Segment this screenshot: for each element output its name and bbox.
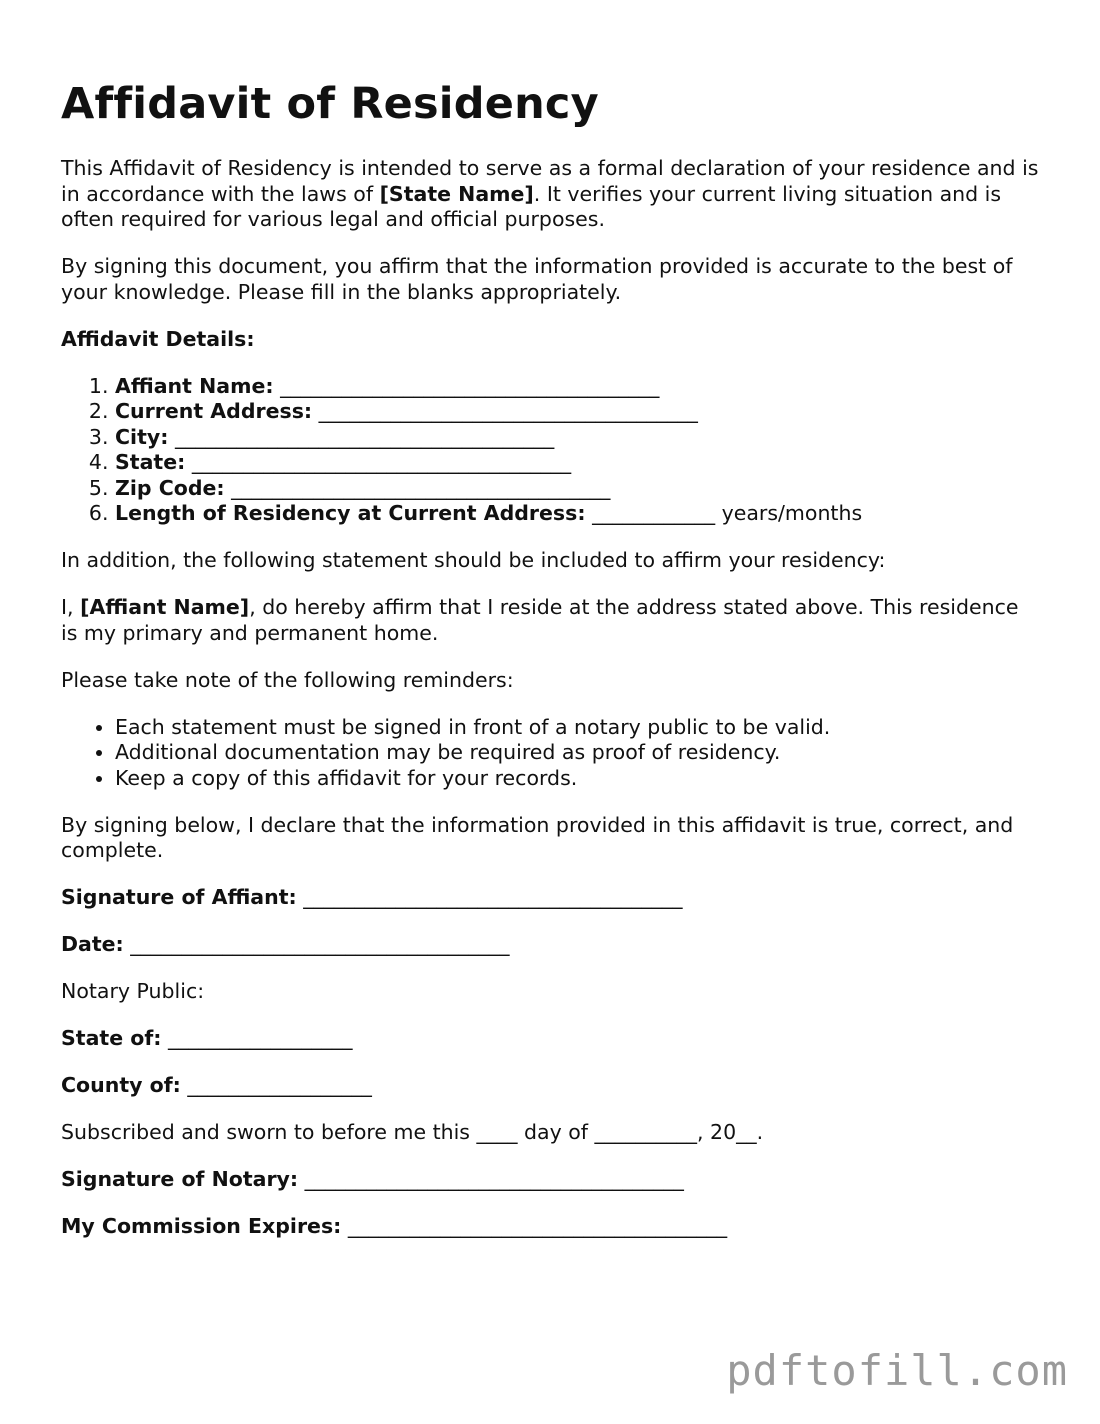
document-title: Affidavit of Residency: [61, 79, 599, 129]
reminder-item: • Each statement must be signed in front of a notary public to be valid.: [115, 715, 1041, 741]
detail-blank-affiant-name[interactable]: _____________________________________: [280, 373, 660, 398]
detail-label: City:: [115, 424, 169, 449]
date-label: Date:: [61, 932, 124, 956]
affirmation-text: , do hereby affirm that I reside at the address stated above. This residence is my primary and permanent home.: [61, 595, 1019, 645]
detail-city: [115, 425, 1041, 451]
commission-label: My Commission Expires:: [61, 1214, 342, 1238]
details-list: [61, 374, 1041, 527]
commission-blank[interactable]: _____________________________________: [347, 1214, 728, 1238]
date-line: [61, 932, 1041, 958]
reminder-item: • Keep a copy of this affidavit for your records.: [115, 766, 1041, 792]
detail-affiant-name: [115, 374, 1041, 400]
state-of-line: [61, 1026, 1041, 1052]
detail-current-address: [115, 399, 1041, 425]
signature-notary-label: Signature of Notary:: [61, 1167, 299, 1191]
county-of-blank[interactable]: __________________: [187, 1073, 372, 1097]
reminder-item: • Additional documentation may be required as proof of residency.: [115, 740, 1041, 766]
detail-blank-current-address[interactable]: _____________________________________: [318, 399, 698, 423]
county-of-line: [61, 1073, 1041, 1099]
detail-blank-state[interactable]: _____________________________________: [191, 450, 572, 474]
state-name-placeholder: [State Name]: [379, 181, 534, 206]
addition-statement: In addition, the following statement should be included to affirm your residency:: [61, 548, 886, 572]
reminders-list: [61, 715, 1041, 792]
details-heading: [61, 327, 1041, 353]
signature-notary-line: [61, 1167, 1041, 1193]
intro-paragraph: [61, 156, 1041, 233]
detail-zip-code: [115, 476, 1041, 502]
detail-label: Affiant Name:: [115, 373, 274, 398]
detail-blank-zip-code[interactable]: _____________________________________: [231, 475, 611, 500]
affirmation-prefix: I,: [61, 595, 81, 619]
instructions-paragraph: By signing this document, you affirm that the information provided is accurate to the best of your knowledge. Please fill in the blanks appropriately.: [61, 254, 1013, 304]
signature-affiant-line: [61, 885, 1041, 911]
county-of-label: County of:: [61, 1073, 181, 1097]
commission-line: [61, 1214, 1041, 1240]
detail-length-of-residency: [115, 501, 1041, 527]
sworn-statement: Subscribed and sworn to before me this ____ day of __________, 20__.: [61, 1120, 764, 1144]
affirmation-paragraph: [61, 595, 1041, 646]
detail-blank-city[interactable]: _____________________________________: [174, 424, 555, 449]
affiant-name-placeholder: [Affiant Name]: [80, 595, 250, 619]
detail-suffix: years/months: [721, 501, 863, 525]
signature-notary-blank[interactable]: _____________________________________: [304, 1167, 684, 1191]
state-of-label: State of:: [61, 1026, 162, 1050]
detail-label: Current Address:: [115, 399, 313, 423]
declaration-paragraph: By signing below, I declare that the information provided in this affidavit is true, correct, and complete.: [61, 812, 1014, 862]
date-blank[interactable]: _____________________________________: [130, 932, 510, 956]
notary-public-label: Notary Public:: [61, 979, 205, 1003]
intro-text-after: . It verifies your current living situation and is often required for various legal and official purposes.: [61, 181, 1002, 231]
detail-label: Zip Code:: [115, 475, 225, 500]
reminders-heading: Please take note of the following reminders:: [61, 667, 514, 692]
detail-blank-length[interactable]: ____________: [592, 501, 716, 525]
signature-affiant-label: Signature of Affiant:: [61, 885, 297, 909]
watermark: pdftofill.com: [726, 1346, 1068, 1395]
document-page: [61, 78, 1041, 1261]
detail-label: State:: [115, 450, 186, 474]
state-of-blank[interactable]: __________________: [167, 1026, 353, 1050]
intro-text-before: This Affidavit of Residency is intended to serve as a formal declaration of your residence and is in accordance with the laws of: [61, 156, 1039, 206]
detail-state: [115, 450, 1041, 476]
details-heading-text: Affidavit Details:: [61, 326, 255, 351]
detail-label: Length of Residency at Current Address:: [115, 501, 586, 525]
signature-affiant-blank[interactable]: _____________________________________: [303, 885, 683, 909]
